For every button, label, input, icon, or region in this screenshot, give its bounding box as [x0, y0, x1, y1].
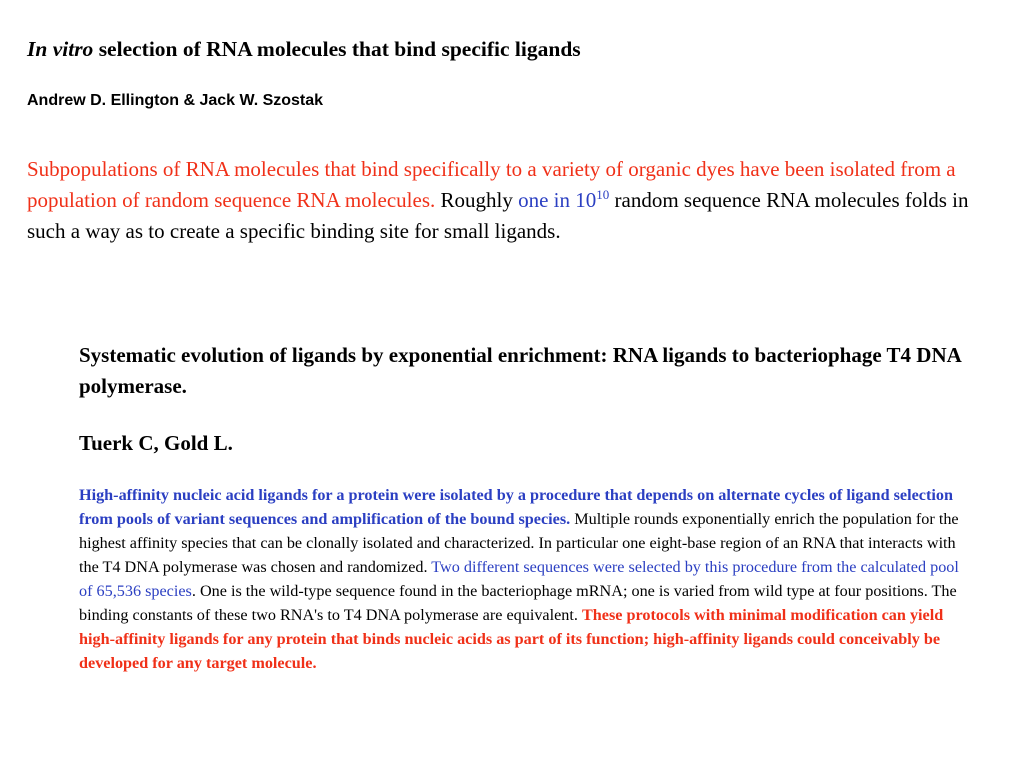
- abstract-exponent: 10: [596, 187, 610, 202]
- citation-title: Systematic evolution of ligands by exponential enrichment: RNA ligands to bacteriophage T4 DNA polymerase.: [79, 343, 961, 398]
- slide-title-rest: selection of RNA molecules that bind specific ligands: [93, 37, 581, 61]
- abstract-frequency: one in 10: [518, 188, 597, 212]
- citation-abstract-text-2: . One is the wild-type sequence found in the bacteriophage mRNA; one is varied from wild type at four positions. The binding constants of these two RNA's to T4 DNA polymerase are equivalent.: [79, 582, 957, 624]
- slide-title: [27, 34, 581, 64]
- slide-title-italic: In vitro: [27, 37, 94, 61]
- abstract-highlight-blue: [518, 188, 609, 212]
- abstract-rest: random sequence RNA molecules folds in such a way as to create a specific binding site for small ligands.: [27, 188, 969, 243]
- citation-block: [79, 340, 979, 675]
- abstract-highlight-red: Subpopulations of RNA molecules that bind specifically to a variety of organic dyes have been isolated from a population of random sequence RNA molecules.: [27, 157, 956, 212]
- paper-abstract: [27, 154, 987, 247]
- citation-abstract-blue: Two different sequences were selected by this procedure from the calculated pool of 65,536 species: [79, 558, 959, 600]
- citation-abstract-red-bold: These protocols with minimal modification can yield high-affinity ligands for any protein that binds nucleic acids as part of its function; high-affinity ligands could conceivably be developed for any target molecule.: [79, 606, 944, 672]
- paper-authors: Andrew D. Ellington & Jack W. Szostak: [27, 92, 324, 109]
- citation-abstract-text-1: Multiple rounds exponentially enrich the population for the highest affinity species that can be clonally isolated and characterized. In particular one eight-base region of an RNA that interacts with the T4 DNA polymerase was chosen and randomized.: [79, 510, 959, 576]
- citation-abstract-blue-bold: High-affinity nucleic acid ligands for a protein were isolated by a procedure that depends on alternate cycles of ligand selection from pools of variant sequences and amplification of the bound species.: [79, 486, 953, 528]
- citation-abstract: [79, 483, 974, 675]
- abstract-roughly: Roughly: [435, 188, 519, 212]
- citation-authors: Tuerk C, Gold L.: [79, 431, 233, 455]
